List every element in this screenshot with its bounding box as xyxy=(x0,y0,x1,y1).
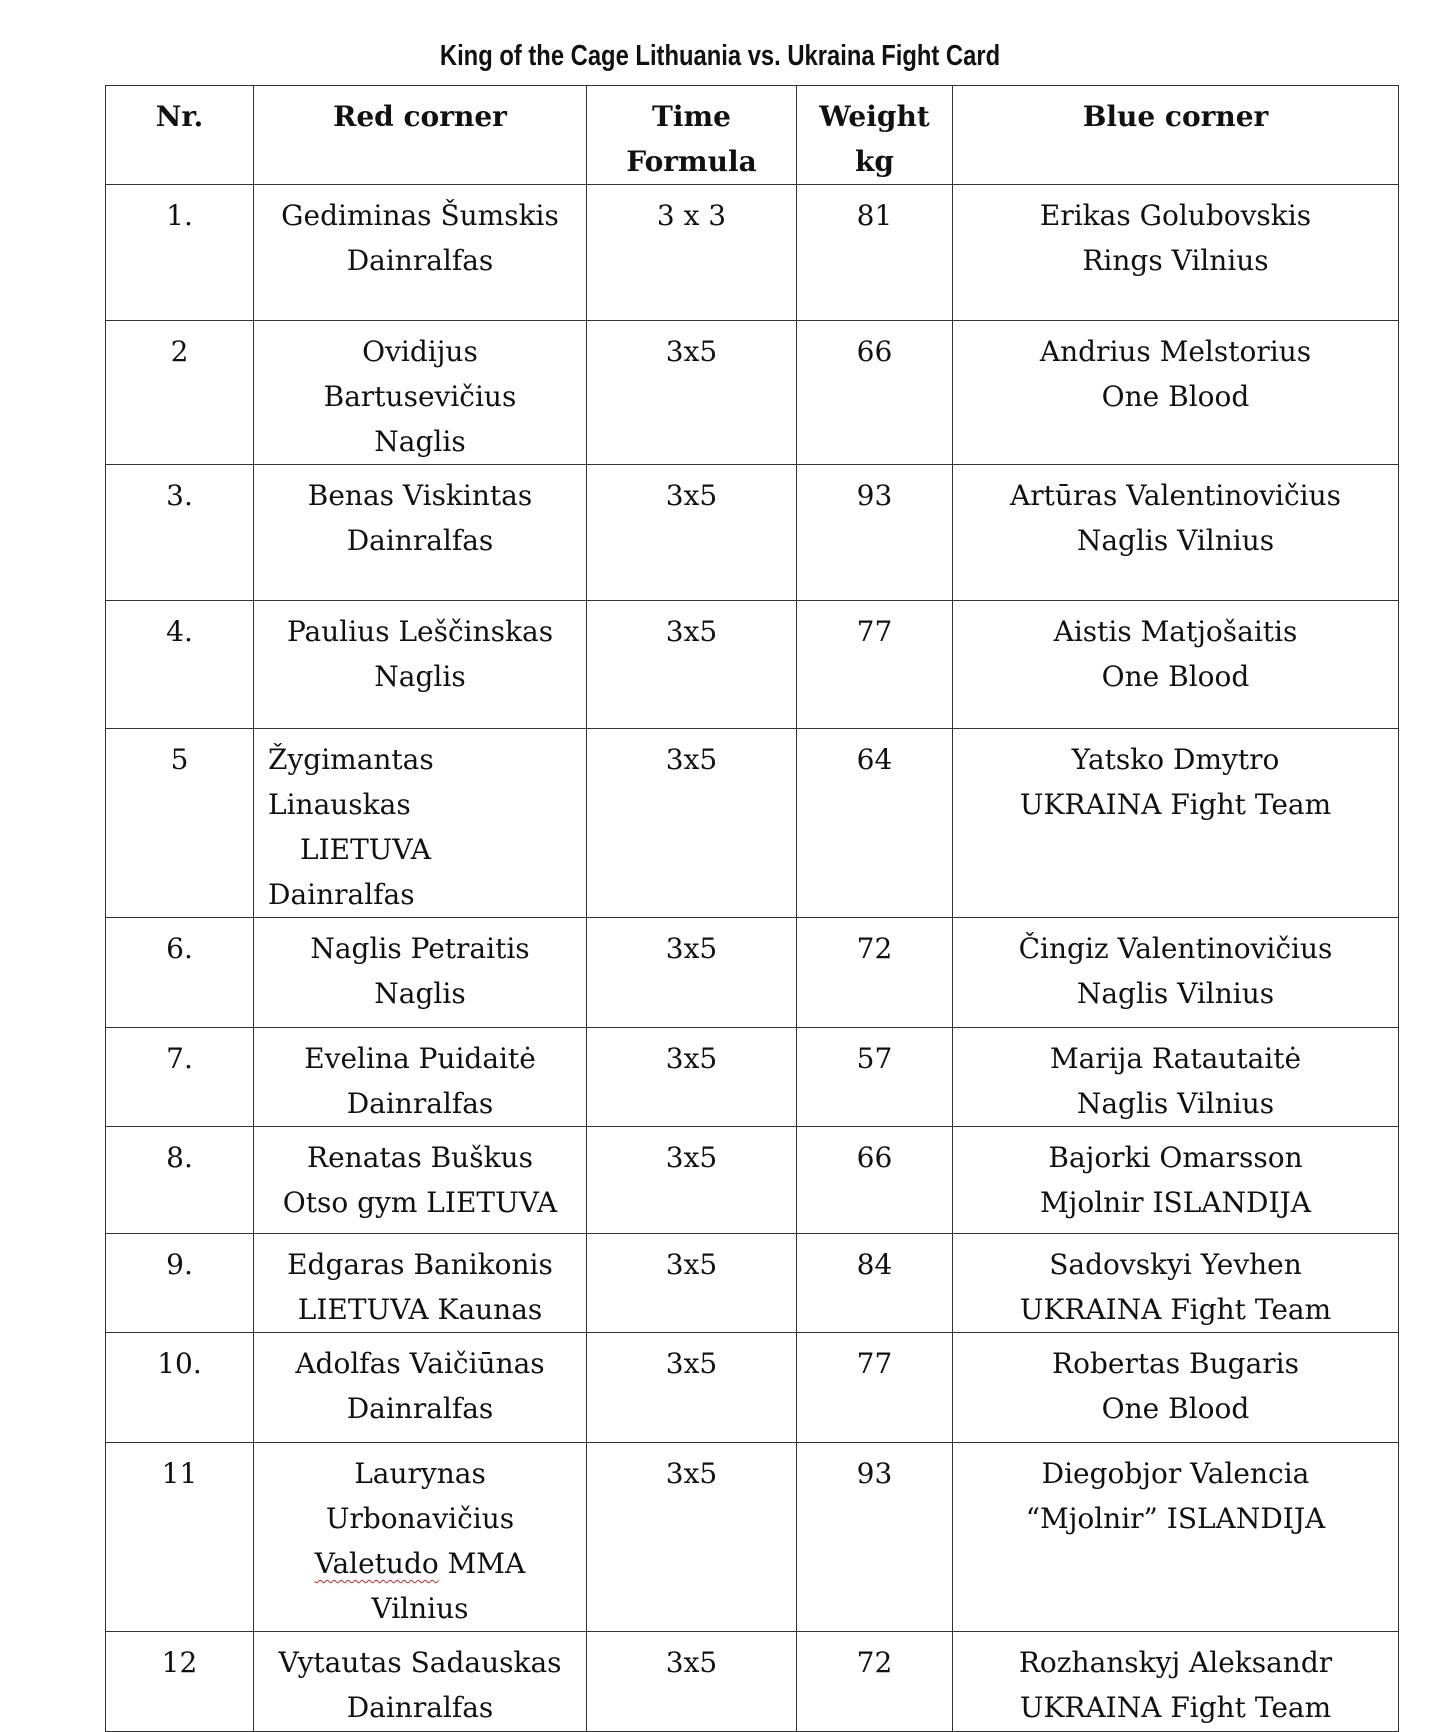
blue-corner-cell xyxy=(953,918,1399,1028)
blue-corner-line: One Blood xyxy=(1101,1392,1250,1425)
header-nr: Nr. xyxy=(106,86,254,185)
red-corner-line: Žygimantas xyxy=(268,743,434,776)
fight-card-table xyxy=(105,85,1399,1732)
red-corner-line: LIETUVA xyxy=(300,833,431,866)
time-formula: 3x5 xyxy=(587,729,797,918)
time-formula: 3x5 xyxy=(587,1028,797,1127)
blue-corner-line: Erikas Golubovskis xyxy=(1039,199,1312,232)
table-row xyxy=(106,601,1399,729)
blue-corner-cell xyxy=(953,185,1399,321)
red-corner-line: Naglis Petraitis xyxy=(310,932,530,965)
red-corner-cell xyxy=(254,1234,587,1333)
red-corner-line: Naglis xyxy=(374,425,466,458)
red-corner-cell xyxy=(254,1333,587,1443)
red-corner-cell xyxy=(254,1127,587,1234)
blue-corner-cell xyxy=(953,1443,1399,1632)
header-red-corner: Red corner xyxy=(254,86,587,185)
red-corner-line: Renatas Buškus xyxy=(307,1141,533,1174)
page-title: King of the Cage Lithuania vs. Ukraina Fight Card xyxy=(439,40,1001,72)
red-corner-cell xyxy=(254,918,587,1028)
red-corner-line: Dainralfas xyxy=(268,878,415,911)
weight-kg: 72 xyxy=(797,918,953,1028)
header-time-line2: Formula xyxy=(626,145,757,178)
red-corner-line xyxy=(264,1586,576,1631)
red-corner-line xyxy=(264,1496,576,1541)
red-corner-cell xyxy=(254,1632,587,1732)
weight-kg: 72 xyxy=(797,1632,953,1732)
red-corner-line: Linauskas xyxy=(268,788,411,821)
red-corner-line: Benas Viskintas xyxy=(307,479,533,512)
blue-corner-cell xyxy=(953,1028,1399,1127)
blue-corner-cell xyxy=(953,1632,1399,1732)
blue-corner-cell xyxy=(953,1234,1399,1333)
time-formula: 3x5 xyxy=(587,601,797,729)
red-corner-cell xyxy=(254,729,587,918)
header-row xyxy=(106,86,1399,185)
blue-corner-cell xyxy=(953,1333,1399,1443)
blue-corner-cell xyxy=(953,465,1399,601)
time-formula: 3x5 xyxy=(587,465,797,601)
blue-corner-line: Aistis Matjošaitis xyxy=(1053,615,1298,648)
blue-corner-line: UKRAINA Fight Team xyxy=(1019,1691,1332,1724)
blue-corner-line: Naglis Vilnius xyxy=(1076,977,1275,1010)
red-corner-cell xyxy=(254,185,587,321)
red-corner-line: Vytautas Sadauskas xyxy=(278,1646,562,1679)
weight-kg: 77 xyxy=(797,1333,953,1443)
red-corner-line: Adolfas Vaičiūnas xyxy=(295,1347,545,1380)
bout-number: 10. xyxy=(106,1333,254,1443)
bout-number: 5 xyxy=(106,729,254,918)
bout-number: 11 xyxy=(106,1443,254,1632)
red-corner-cell xyxy=(254,1028,587,1127)
blue-corner-line: Naglis Vilnius xyxy=(1076,1087,1275,1120)
blue-corner-line: Rings Vilnius xyxy=(1082,244,1269,277)
bout-number: 6. xyxy=(106,918,254,1028)
red-corner-cell xyxy=(254,1443,587,1632)
table-row xyxy=(106,1443,1399,1632)
red-corner-line xyxy=(264,1451,576,1496)
header-time-formula xyxy=(587,86,797,185)
red-corner-line: Dainralfas xyxy=(346,1087,494,1120)
red-corner-line: Edgaras Banikonis xyxy=(287,1248,553,1281)
blue-corner-line: Mjolnir ISLANDIJA xyxy=(1040,1186,1311,1219)
table-row xyxy=(106,1632,1399,1732)
red-corner-cell xyxy=(254,321,587,465)
blue-corner-line: Sadovskyi Yevhen xyxy=(1049,1248,1302,1281)
red-corner-line: Dainralfas xyxy=(346,244,494,277)
blue-corner-line: One Blood xyxy=(1101,380,1250,413)
red-corner-word: Laurynas xyxy=(354,1457,486,1490)
bout-number: 1. xyxy=(106,185,254,321)
red-corner-line: Paulius Leščinskas xyxy=(286,615,554,648)
bout-number: 9. xyxy=(106,1234,254,1333)
weight-kg: 77 xyxy=(797,601,953,729)
blue-corner-line: Čingiz Valentinovičius xyxy=(1018,932,1333,965)
header-weight-line2: kg xyxy=(855,145,894,178)
bout-number: 7. xyxy=(106,1028,254,1127)
time-formula: 3x5 xyxy=(587,321,797,465)
red-corner-line xyxy=(264,1541,576,1586)
time-formula: 3x5 xyxy=(587,1234,797,1333)
blue-corner-line: Artūras Valentinovičius xyxy=(1009,479,1342,512)
blue-corner-line: UKRAINA Fight Team xyxy=(1019,1293,1332,1326)
weight-kg: 93 xyxy=(797,1443,953,1632)
red-corner-line: Bartusevičius xyxy=(323,380,517,413)
blue-corner-line: Diegobjor Valencia xyxy=(1041,1457,1310,1490)
blue-corner-line: Andrius Melstorius xyxy=(1039,335,1312,368)
bout-number: 3. xyxy=(106,465,254,601)
blue-corner-line: Marija Ratautaitė xyxy=(1049,1042,1302,1075)
table-row xyxy=(106,1127,1399,1234)
blue-corner-line: Rozhanskyj Aleksandr xyxy=(1018,1646,1333,1679)
weight-kg: 81 xyxy=(797,185,953,321)
bout-number: 2 xyxy=(106,321,254,465)
table-row xyxy=(106,1333,1399,1443)
blue-corner-line: Robertas Bugaris xyxy=(1052,1347,1299,1380)
misspelled-word: Valetudo xyxy=(314,1547,439,1580)
blue-corner-cell xyxy=(953,1127,1399,1234)
bout-number: 4. xyxy=(106,601,254,729)
blue-corner-line: Yatsko Dmytro xyxy=(1071,743,1280,776)
red-corner-line: Dainralfas xyxy=(346,1691,494,1724)
time-formula: 3x5 xyxy=(587,918,797,1028)
time-formula: 3x5 xyxy=(587,1443,797,1632)
blue-corner-cell xyxy=(953,601,1399,729)
weight-kg: 84 xyxy=(797,1234,953,1333)
bout-number: 12 xyxy=(106,1632,254,1732)
red-corner-line: Dainralfas xyxy=(346,1392,494,1425)
weight-kg: 57 xyxy=(797,1028,953,1127)
time-formula: 3x5 xyxy=(587,1333,797,1443)
red-corner-line: Naglis xyxy=(374,977,466,1010)
weight-kg: 66 xyxy=(797,321,953,465)
red-corner-line: Otso gym LIETUVA xyxy=(282,1186,558,1219)
blue-corner-cell xyxy=(953,729,1399,918)
weight-kg: 66 xyxy=(797,1127,953,1234)
table-row xyxy=(106,918,1399,1028)
red-corner-cell xyxy=(254,601,587,729)
blue-corner-line: Naglis Vilnius xyxy=(1076,524,1275,557)
red-corner-word: MMA xyxy=(447,1547,526,1580)
header-blue-corner: Blue corner xyxy=(953,86,1399,185)
table-row xyxy=(106,1234,1399,1333)
red-corner-line: Gediminas Šumskis xyxy=(281,199,559,232)
blue-corner-line: UKRAINA Fight Team xyxy=(1019,788,1332,821)
red-corner-line: Ovidijus xyxy=(362,335,478,368)
red-corner-line: Dainralfas xyxy=(346,524,494,557)
table-row xyxy=(106,1028,1399,1127)
header-weight-line1: Weight xyxy=(819,100,930,133)
table-row xyxy=(106,465,1399,601)
table-row xyxy=(106,185,1399,321)
blue-corner-cell xyxy=(953,321,1399,465)
bout-number: 8. xyxy=(106,1127,254,1234)
table-row xyxy=(106,729,1399,918)
header-time-line1: Time xyxy=(652,100,731,133)
weight-kg: 64 xyxy=(797,729,953,918)
blue-corner-line: One Blood xyxy=(1101,660,1250,693)
time-formula: 3x5 xyxy=(587,1632,797,1732)
red-corner-cell xyxy=(254,465,587,601)
blue-corner-line: Bajorki Omarsson xyxy=(1048,1141,1303,1174)
red-corner-word: Urbonavičius xyxy=(325,1502,515,1535)
header-weight xyxy=(797,86,953,185)
blue-corner-line: “Mjolnir” ISLANDIJA xyxy=(1025,1502,1326,1535)
red-corner-line: Naglis xyxy=(374,660,466,693)
weight-kg: 93 xyxy=(797,465,953,601)
time-formula: 3 x 3 xyxy=(587,185,797,321)
table-row xyxy=(106,321,1399,465)
red-corner-line: LIETUVA Kaunas xyxy=(297,1293,543,1326)
red-corner-line: Evelina Puidaitė xyxy=(304,1042,536,1075)
time-formula: 3x5 xyxy=(587,1127,797,1234)
red-corner-word: Vilnius xyxy=(371,1592,469,1625)
